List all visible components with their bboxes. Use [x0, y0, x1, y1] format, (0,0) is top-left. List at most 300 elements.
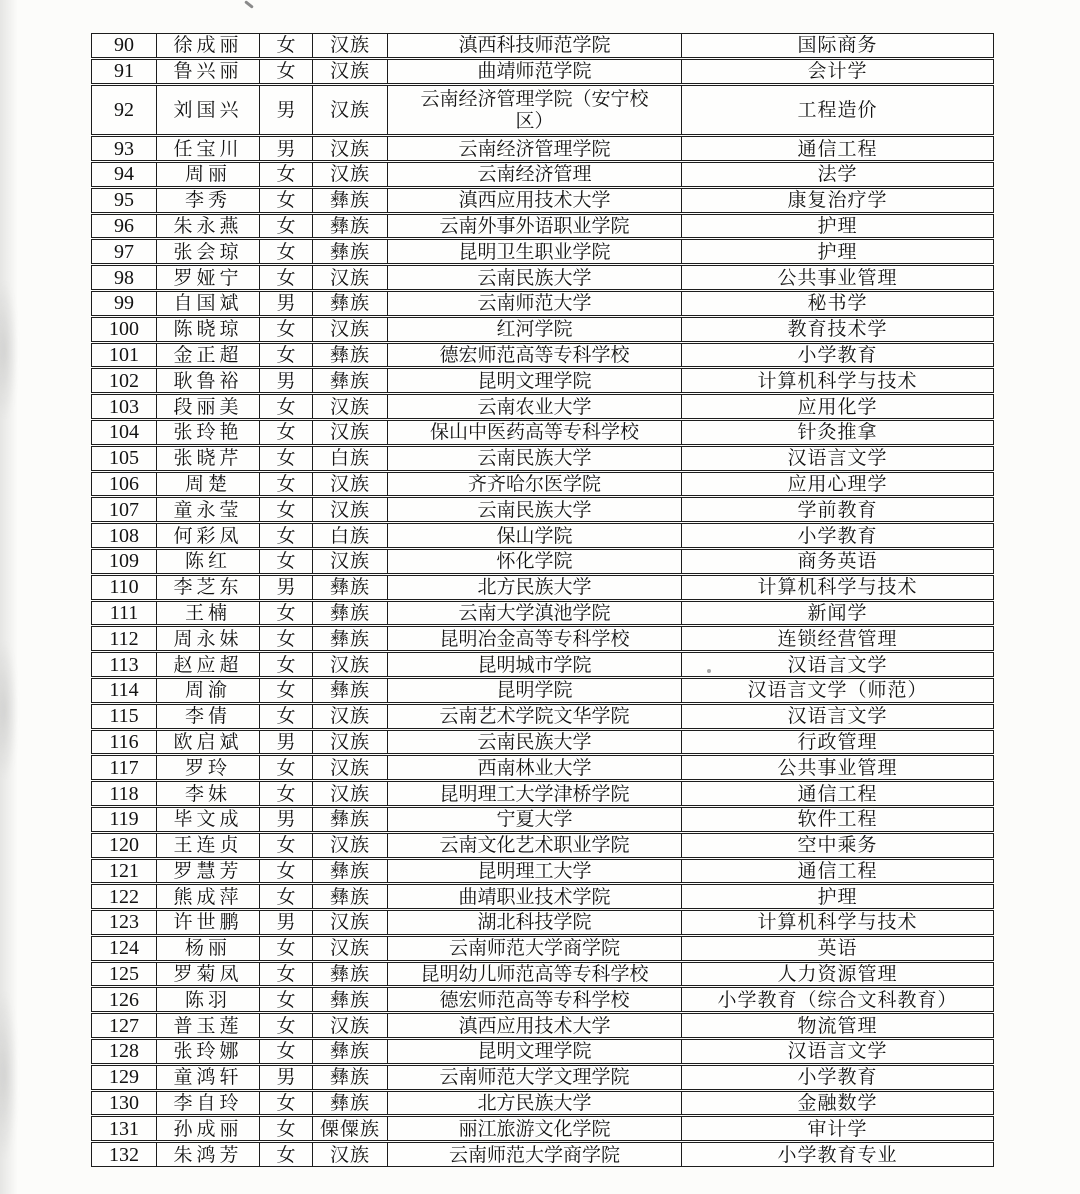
cell-school: 云南师范大学商学院	[387, 937, 681, 960]
cell-no: 92	[114, 98, 134, 121]
cell-school: 云南民族大学	[387, 447, 681, 470]
cell-name: 自国斌	[156, 292, 259, 315]
cell-school: 昆明理工大学	[387, 860, 681, 883]
cell-school: 云南民族大学	[387, 498, 681, 521]
cell-no: 112	[109, 627, 139, 650]
cell-name: 鲁兴丽	[156, 60, 259, 83]
cell-ethnicity: 汉族	[312, 421, 387, 444]
cell-name: 张玲娜	[156, 1040, 259, 1063]
cell-ethnicity: 彝族	[312, 215, 387, 238]
cell-gender: 女	[259, 705, 312, 728]
cell-no: 91	[114, 60, 134, 83]
cell-major: 计算机科学与技术	[681, 911, 993, 934]
cell-no: 105	[109, 447, 139, 470]
cell-no: 131	[109, 1117, 139, 1140]
scan-smudge	[0, 640, 18, 780]
cell-no: 90	[114, 34, 134, 57]
cell-no: 109	[109, 550, 139, 573]
cell-school: 湖北科技学院	[387, 911, 681, 934]
cell-major: 小学教育	[681, 344, 993, 367]
cell-major: 计算机科学与技术	[681, 369, 993, 392]
table-row	[91, 446, 994, 471]
cell-school: 云南师范大学文理学院	[387, 1066, 681, 1089]
table-row	[91, 833, 994, 858]
cell-major: 公共事业管理	[681, 756, 993, 779]
cell-name: 周楚	[156, 473, 259, 496]
cell-major: 汉语言文学	[681, 653, 993, 676]
cell-gender: 男	[259, 86, 312, 135]
cell-no: 124	[109, 937, 139, 960]
cell-school: 昆明城市学院	[387, 653, 681, 676]
cell-major: 汉语言文学	[681, 1040, 993, 1063]
table-row	[91, 523, 994, 548]
cell-ethnicity: 彝族	[312, 1066, 387, 1089]
cell-school: 保山学院	[387, 524, 681, 547]
cell-school: 云南外事外语职业学院	[387, 215, 681, 238]
table-row	[91, 214, 994, 239]
table-row	[91, 1091, 994, 1116]
cell-ethnicity: 彝族	[312, 627, 387, 650]
cell-name: 孙成丽	[156, 1117, 259, 1140]
cell-name: 李秀	[156, 189, 259, 212]
cell-name: 陈红	[156, 550, 259, 573]
cell-ethnicity: 彝族	[312, 344, 387, 367]
cell-ethnicity: 汉族	[312, 34, 387, 57]
table-row	[91, 678, 994, 703]
cell-major: 护理	[681, 215, 993, 238]
cell-gender: 女	[259, 34, 312, 57]
cell-major: 护理	[681, 240, 993, 263]
cell-school: 北方民族大学	[387, 576, 681, 599]
cell-no: 111	[109, 601, 139, 624]
cell-major: 康复治疗学	[681, 189, 993, 212]
cell-school: 云南民族大学	[387, 731, 681, 754]
cell-major: 人力资源管理	[681, 963, 993, 986]
cell-name: 何彩凤	[156, 524, 259, 547]
cell-major: 审计学	[681, 1117, 993, 1140]
table-row	[91, 59, 994, 84]
table-row	[91, 317, 994, 342]
cell-ethnicity: 汉族	[312, 756, 387, 779]
cell-no: 123	[109, 911, 139, 934]
table-row	[91, 136, 994, 161]
cell-no: 110	[109, 576, 139, 599]
table-row	[91, 1142, 994, 1167]
cell-no: 114	[109, 679, 139, 702]
cell-major: 汉语言文学	[681, 447, 993, 470]
cell-school: 云南经济管理学院	[387, 137, 681, 160]
cell-gender: 女	[259, 189, 312, 212]
cell-no: 132	[109, 1143, 139, 1166]
cell-school: 曲靖职业技术学院	[387, 885, 681, 908]
cell-no: 129	[109, 1066, 139, 1089]
cell-ethnicity: 彝族	[312, 808, 387, 831]
cell-gender: 男	[259, 1066, 312, 1089]
cell-gender: 女	[259, 756, 312, 779]
cell-gender: 女	[259, 627, 312, 650]
cell-gender: 男	[259, 731, 312, 754]
cell-no: 118	[109, 782, 139, 805]
table-row	[91, 394, 994, 419]
cell-major: 通信工程	[681, 137, 993, 160]
cell-major: 秘书学	[681, 292, 993, 315]
cell-ethnicity: 彝族	[312, 885, 387, 908]
table-row	[91, 652, 994, 677]
cell-school: 云南大学滇池学院	[387, 602, 681, 625]
cell-no: 125	[109, 963, 139, 986]
cell-ethnicity: 白族	[312, 524, 387, 547]
cell-major: 计算机科学与技术	[681, 576, 993, 599]
cell-gender: 女	[259, 885, 312, 908]
cell-no: 96	[114, 214, 134, 237]
cell-gender: 女	[259, 937, 312, 960]
cell-gender: 女	[259, 834, 312, 857]
cell-major: 针灸推拿	[681, 421, 993, 444]
cell-major: 工程造价	[681, 86, 993, 135]
cell-name: 童永莹	[156, 498, 259, 521]
cell-name: 张会琼	[156, 240, 259, 263]
cell-gender: 女	[259, 240, 312, 263]
cell-major: 物流管理	[681, 1014, 993, 1037]
cell-no: 98	[114, 266, 134, 289]
cell-name: 朱永燕	[156, 215, 259, 238]
cell-no: 100	[109, 318, 139, 341]
cell-school: 宁夏大学	[387, 808, 681, 831]
cell-school: 德宏师范高等专科学校	[387, 344, 681, 367]
cell-school: 昆明幼儿师范高等专科学校	[387, 963, 681, 986]
cell-name: 赵应超	[156, 653, 259, 676]
table-row	[91, 162, 994, 187]
table-row	[91, 33, 994, 58]
cell-name: 欧启斌	[156, 731, 259, 754]
cell-gender: 女	[259, 1117, 312, 1140]
cell-name: 李倩	[156, 705, 259, 728]
cell-major: 护理	[681, 885, 993, 908]
cell-school: 昆明理工大学津桥学院	[387, 782, 681, 805]
cell-no: 127	[109, 1014, 139, 1037]
table-row	[91, 626, 994, 651]
cell-major: 小学教育（综合文科教育）	[681, 988, 993, 1011]
cell-no: 101	[109, 343, 139, 366]
cell-major: 汉语言文学	[681, 705, 993, 728]
cell-major: 金融数学	[681, 1092, 993, 1115]
cell-gender: 男	[259, 369, 312, 392]
cell-no: 107	[109, 498, 139, 521]
cell-no: 113	[109, 653, 139, 676]
cell-ethnicity: 汉族	[312, 86, 387, 135]
cell-ethnicity: 彝族	[312, 963, 387, 986]
table-row	[91, 549, 994, 574]
cell-name: 段丽美	[156, 395, 259, 418]
cell-gender: 女	[259, 653, 312, 676]
cell-ethnicity: 汉族	[312, 1014, 387, 1037]
cell-school: 昆明卫生职业学院	[387, 240, 681, 263]
cell-major: 连锁经营管理	[681, 627, 993, 650]
cell-major: 应用心理学	[681, 473, 993, 496]
cell-school: 云南经济管理学院（安宁校区）	[387, 86, 681, 135]
cell-major: 英语	[681, 937, 993, 960]
cell-school: 西南林业大学	[387, 756, 681, 779]
cell-gender: 女	[259, 60, 312, 83]
cell-ethnicity: 汉族	[312, 318, 387, 341]
cell-no: 116	[109, 730, 139, 753]
table-row	[91, 291, 994, 316]
cell-name: 周丽	[156, 163, 259, 186]
cell-no: 128	[109, 1040, 139, 1063]
cell-no: 102	[109, 369, 139, 392]
cell-no: 106	[109, 472, 139, 495]
cell-ethnicity: 汉族	[312, 473, 387, 496]
table-row	[91, 936, 994, 961]
cell-gender: 女	[259, 524, 312, 547]
cell-name: 任宝川	[156, 137, 259, 160]
cell-ethnicity: 白族	[312, 447, 387, 470]
cell-no: 130	[109, 1092, 139, 1115]
cell-gender: 男	[259, 292, 312, 315]
cell-major: 小学教育	[681, 1066, 993, 1089]
cell-ethnicity: 汉族	[312, 395, 387, 418]
cell-name: 毕文成	[156, 808, 259, 831]
cell-no: 117	[109, 756, 139, 779]
cell-gender: 女	[259, 498, 312, 521]
cell-ethnicity: 汉族	[312, 782, 387, 805]
cell-ethnicity: 彝族	[312, 602, 387, 625]
cell-major: 小学教育	[681, 524, 993, 547]
cell-name: 童鸿轩	[156, 1066, 259, 1089]
cell-gender: 女	[259, 782, 312, 805]
cell-name: 熊成萍	[156, 885, 259, 908]
cell-major: 行政管理	[681, 731, 993, 754]
cell-ethnicity: 汉族	[312, 911, 387, 934]
cell-gender: 女	[259, 963, 312, 986]
cell-major: 教育技术学	[681, 318, 993, 341]
table-row	[91, 601, 994, 626]
cell-school: 云南农业大学	[387, 395, 681, 418]
cell-school: 丽江旅游文化学院	[387, 1117, 681, 1140]
table-row	[91, 239, 994, 264]
cell-major: 新闻学	[681, 602, 993, 625]
cell-ethnicity: 傈僳族	[312, 1117, 387, 1140]
cell-gender: 女	[259, 447, 312, 470]
cell-no: 104	[109, 421, 139, 444]
cell-gender: 女	[259, 602, 312, 625]
cell-school: 保山中医药高等专科学校	[387, 421, 681, 444]
cell-major: 公共事业管理	[681, 266, 993, 289]
cell-name: 徐成丽	[156, 34, 259, 57]
cell-school: 德宏师范高等专科学校	[387, 988, 681, 1011]
cell-school: 齐齐哈尔医学院	[387, 473, 681, 496]
cell-school: 滇西科技师范学院	[387, 34, 681, 57]
scan-smudge	[0, 990, 18, 1160]
cell-name: 张晓芹	[156, 447, 259, 470]
cell-name: 杨丽	[156, 937, 259, 960]
cell-ethnicity: 彝族	[312, 292, 387, 315]
table-row	[91, 859, 994, 884]
cell-school: 曲靖师范学院	[387, 60, 681, 83]
cell-school: 云南艺术学院文华学院	[387, 705, 681, 728]
table-row	[91, 962, 994, 987]
cell-school: 昆明学院	[387, 679, 681, 702]
cell-name: 罗慧芳	[156, 860, 259, 883]
cell-gender: 男	[259, 911, 312, 934]
table-row	[91, 755, 994, 780]
scan-smudge	[0, 280, 18, 420]
table-row	[91, 1039, 994, 1064]
table-row	[91, 781, 994, 806]
table-row	[91, 1013, 994, 1038]
cell-ethnicity: 汉族	[312, 705, 387, 728]
cell-gender: 女	[259, 473, 312, 496]
cell-ethnicity: 汉族	[312, 137, 387, 160]
cell-gender: 男	[259, 137, 312, 160]
cell-name: 金正超	[156, 344, 259, 367]
table-row	[91, 85, 994, 136]
cell-no: 95	[114, 189, 134, 212]
cell-major: 通信工程	[681, 860, 993, 883]
cell-major: 应用化学	[681, 395, 993, 418]
cell-ethnicity: 彝族	[312, 189, 387, 212]
roster-table	[91, 33, 994, 1168]
cell-major: 通信工程	[681, 782, 993, 805]
cell-name: 周永妹	[156, 627, 259, 650]
cell-ethnicity: 彝族	[312, 1092, 387, 1115]
cell-gender: 女	[259, 860, 312, 883]
cell-major: 软件工程	[681, 808, 993, 831]
table-row	[91, 343, 994, 368]
cell-school: 云南文化艺术职业学院	[387, 834, 681, 857]
cell-ethnicity: 汉族	[312, 550, 387, 573]
cell-no: 94	[114, 163, 134, 186]
cell-name: 罗玲	[156, 756, 259, 779]
cell-ethnicity: 汉族	[312, 1143, 387, 1166]
cell-ethnicity: 汉族	[312, 266, 387, 289]
cell-no: 97	[114, 240, 134, 263]
cell-major: 空中乘务	[681, 834, 993, 857]
cell-name: 李自玲	[156, 1092, 259, 1115]
cell-ethnicity: 彝族	[312, 988, 387, 1011]
cell-name: 许世鹏	[156, 911, 259, 934]
table-row	[91, 368, 994, 393]
cell-ethnicity: 汉族	[312, 60, 387, 83]
table-row	[91, 807, 994, 832]
cell-ethnicity: 汉族	[312, 937, 387, 960]
cell-gender: 女	[259, 1040, 312, 1063]
table-row	[91, 265, 994, 290]
cell-no: 119	[109, 808, 139, 831]
cell-school: 昆明文理学院	[387, 1040, 681, 1063]
cell-name: 陈晓琼	[156, 318, 259, 341]
cell-school: 云南师范大学	[387, 292, 681, 315]
cell-name: 罗菊凤	[156, 963, 259, 986]
cell-ethnicity: 彝族	[312, 1040, 387, 1063]
cell-no: 122	[109, 885, 139, 908]
cell-school: 云南经济管理	[387, 163, 681, 186]
cell-gender: 女	[259, 215, 312, 238]
cell-ethnicity: 彝族	[312, 679, 387, 702]
cell-gender: 女	[259, 163, 312, 186]
table-row	[91, 420, 994, 445]
cell-gender: 女	[259, 988, 312, 1011]
cell-gender: 女	[259, 344, 312, 367]
cell-ethnicity: 汉族	[312, 731, 387, 754]
cell-school: 滇西应用技术大学	[387, 1014, 681, 1037]
cell-ethnicity: 汉族	[312, 653, 387, 676]
cell-school: 云南师范大学商学院	[387, 1143, 681, 1166]
scan-edge-shadow	[0, 0, 18, 1194]
table-row	[91, 497, 994, 522]
cell-name: 刘国兴	[156, 86, 259, 135]
cell-gender: 女	[259, 679, 312, 702]
scan-speck	[244, 0, 254, 9]
table-row	[91, 884, 994, 909]
cell-no: 126	[109, 988, 139, 1011]
cell-name: 朱鸿芳	[156, 1143, 259, 1166]
cell-ethnicity: 彝族	[312, 860, 387, 883]
cell-major: 汉语言文学（师范）	[681, 679, 993, 702]
cell-ethnicity: 彝族	[312, 369, 387, 392]
table-row	[91, 472, 994, 497]
cell-name: 张玲艳	[156, 421, 259, 444]
cell-school: 红河学院	[387, 318, 681, 341]
cell-school: 昆明冶金高等专科学校	[387, 627, 681, 650]
cell-gender: 女	[259, 1143, 312, 1166]
cell-no: 120	[109, 834, 139, 857]
cell-school: 滇西应用技术大学	[387, 189, 681, 212]
table-row	[91, 730, 994, 755]
cell-name: 李芝东	[156, 576, 259, 599]
cell-ethnicity: 汉族	[312, 834, 387, 857]
cell-ethnicity: 汉族	[312, 498, 387, 521]
table-row	[91, 575, 994, 600]
cell-name: 耿鲁裕	[156, 369, 259, 392]
cell-ethnicity: 汉族	[312, 163, 387, 186]
cell-gender: 女	[259, 1014, 312, 1037]
cell-major: 国际商务	[681, 34, 993, 57]
cell-major: 小学教育专业	[681, 1143, 993, 1166]
cell-no: 115	[109, 705, 139, 728]
table-row	[91, 188, 994, 213]
cell-ethnicity: 彝族	[312, 576, 387, 599]
cell-name: 周渝	[156, 679, 259, 702]
table-row	[91, 1116, 994, 1141]
cell-gender: 女	[259, 395, 312, 418]
cell-name: 罗娅宁	[156, 266, 259, 289]
cell-no: 121	[109, 859, 139, 882]
cell-gender: 女	[259, 266, 312, 289]
table-row	[91, 1065, 994, 1090]
cell-no: 93	[114, 137, 134, 160]
cell-gender: 女	[259, 1092, 312, 1115]
cell-name: 李妹	[156, 782, 259, 805]
cell-major: 法学	[681, 163, 993, 186]
cell-gender: 女	[259, 550, 312, 573]
cell-school: 怀化学院	[387, 550, 681, 573]
cell-no: 103	[109, 395, 139, 418]
cell-major: 会计学	[681, 60, 993, 83]
cell-gender: 女	[259, 421, 312, 444]
cell-name: 普玉莲	[156, 1014, 259, 1037]
cell-school: 北方民族大学	[387, 1092, 681, 1115]
table-row	[91, 910, 994, 935]
cell-gender: 男	[259, 808, 312, 831]
cell-major: 商务英语	[681, 550, 993, 573]
cell-name: 王楠	[156, 602, 259, 625]
cell-name: 陈羽	[156, 988, 259, 1011]
cell-ethnicity: 彝族	[312, 240, 387, 263]
table-row	[91, 987, 994, 1012]
cell-school: 昆明文理学院	[387, 369, 681, 392]
cell-name: 王连贞	[156, 834, 259, 857]
